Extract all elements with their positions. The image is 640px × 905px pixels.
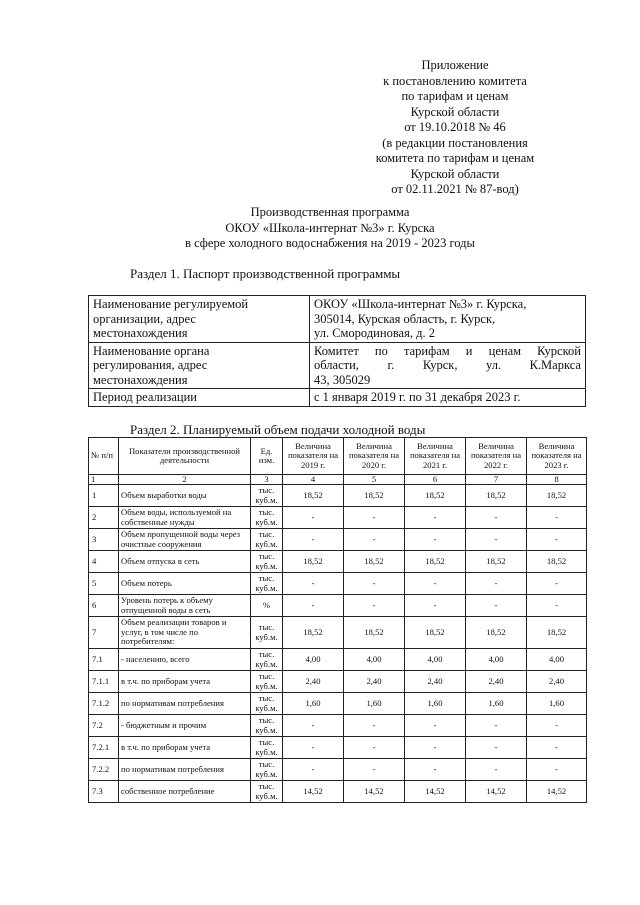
row-unit: тыс. куб.м. <box>251 715 283 737</box>
table-row <box>89 649 587 671</box>
row-value: - <box>466 737 527 759</box>
row-number: 7.1.2 <box>89 693 119 715</box>
row-value: 18,52 <box>405 485 466 507</box>
row-unit: тыс. куб.м. <box>251 737 283 759</box>
row-value: - <box>344 507 405 529</box>
volume-table-body <box>89 485 587 803</box>
row-indicator: в т.ч. по приборам учета <box>119 671 251 693</box>
row-unit: % <box>251 595 283 617</box>
row-value: - <box>344 595 405 617</box>
row-value: 2,40 <box>527 671 587 693</box>
table-row <box>89 529 587 551</box>
row-unit: тыс. куб.м. <box>251 507 283 529</box>
passport-label <box>89 389 310 407</box>
row-value: - <box>283 715 344 737</box>
row-value: - <box>405 759 466 781</box>
column-numbers-row <box>89 475 587 485</box>
passport-label-line: организации, адрес <box>93 311 196 326</box>
table-row <box>89 485 587 507</box>
passport-value-line: 43, 305029 <box>314 372 371 387</box>
row-number: 3 <box>89 529 119 551</box>
row-number: 7.3 <box>89 781 119 803</box>
column-number: 5 <box>344 475 405 485</box>
header-cell: Величина показателя на 2022 г. <box>466 438 527 475</box>
section1-heading: Раздел 1. Паспорт производственной программы <box>130 266 401 281</box>
passport-value <box>310 342 586 389</box>
program-title-line: ОКОУ «Школа-интернат №3» г. Курска <box>225 220 435 235</box>
header-cell: Величина показателя на 2021 г. <box>405 438 466 475</box>
row-unit: тыс. куб.м. <box>251 759 283 781</box>
row-value: 4,00 <box>466 649 527 671</box>
column-number: 4 <box>283 475 344 485</box>
table-row <box>89 693 587 715</box>
row-number: 7 <box>89 617 119 649</box>
row-value: - <box>466 595 527 617</box>
row-value: 14,52 <box>466 781 527 803</box>
row-value: - <box>405 529 466 551</box>
passport-label <box>89 342 310 389</box>
passport-label-line: местонахождения <box>93 326 188 340</box>
table-row <box>89 737 587 759</box>
row-number: 4 <box>89 551 119 573</box>
header-cell: Величина показателя на 2019 г. <box>283 438 344 475</box>
passport-value <box>310 296 586 343</box>
row-number: 2 <box>89 507 119 529</box>
row-value: - <box>527 759 587 781</box>
row-unit: тыс. куб.м. <box>251 573 283 595</box>
row-number: 7.2 <box>89 715 119 737</box>
row-number: 5 <box>89 573 119 595</box>
program-title <box>120 205 540 252</box>
appendix-line: Приложение <box>421 58 489 72</box>
row-indicator: собственное потребление <box>119 781 251 803</box>
row-value: 4,00 <box>283 649 344 671</box>
header-cell: Показатели производственной деятельности <box>119 438 251 475</box>
row-number: 7.1 <box>89 649 119 671</box>
appendix-line: к постановлению комитета <box>383 73 527 88</box>
row-indicator: Объем реализации товаров и услуг, в том числе по потребителям: <box>119 617 251 649</box>
passport-row-regulator <box>89 342 586 389</box>
header-cell: Ед. изм. <box>251 438 283 475</box>
row-value: - <box>466 573 527 595</box>
row-value: 14,52 <box>405 781 466 803</box>
row-value: - <box>344 529 405 551</box>
passport-row-period <box>89 389 586 407</box>
row-indicator: - населению, всего <box>119 649 251 671</box>
appendix-line: от 02.11.2021 № 87-вод) <box>391 182 519 196</box>
volume-table-header <box>89 438 587 475</box>
row-value: 18,52 <box>405 617 466 649</box>
row-value: - <box>405 595 466 617</box>
row-number: 7.2.1 <box>89 737 119 759</box>
row-value: 18,52 <box>466 551 527 573</box>
row-value: 18,52 <box>527 485 587 507</box>
row-value: 4,00 <box>344 649 405 671</box>
passport-value-line: с 1 января 2019 г. по 31 декабря 2023 г. <box>314 390 521 404</box>
row-value: 18,52 <box>283 551 344 573</box>
row-value: - <box>466 529 527 551</box>
appendix-line: по тарифам и ценам <box>401 89 509 103</box>
column-number: 8 <box>527 475 587 485</box>
table-row <box>89 781 587 803</box>
row-value: - <box>527 737 587 759</box>
row-indicator: Объем пропущенной воды через очистные сооружения <box>119 529 251 551</box>
row-indicator: Объем отпуска в сеть <box>119 551 251 573</box>
table-row <box>89 551 587 573</box>
row-value: - <box>405 507 466 529</box>
header-cell: Величина показателя на 2020 г. <box>344 438 405 475</box>
row-value: - <box>344 759 405 781</box>
row-indicator: по нормативам потребления <box>119 759 251 781</box>
row-indicator: Уровень потерь к объему отпущенной воды в сеть <box>119 595 251 617</box>
row-value: 2,40 <box>344 671 405 693</box>
row-indicator: Объем выработки воды <box>119 485 251 507</box>
row-value: 14,52 <box>344 781 405 803</box>
passport-value <box>310 389 586 407</box>
row-unit: тыс. куб.м. <box>251 485 283 507</box>
row-value: 2,40 <box>405 671 466 693</box>
column-number: 1 <box>89 475 119 485</box>
row-value: 18,52 <box>344 617 405 649</box>
passport-value-line: ул. Смородиновая, д. 2 <box>314 326 435 340</box>
row-value: 1,60 <box>527 693 587 715</box>
row-value: 1,60 <box>466 693 527 715</box>
row-value: 4,00 <box>527 649 587 671</box>
row-indicator: в т.ч. по приборам учета <box>119 737 251 759</box>
row-indicator: Объем воды, используемой на собственные нужды <box>119 507 251 529</box>
table-row <box>89 617 587 649</box>
row-value: 4,00 <box>405 649 466 671</box>
row-value: - <box>466 759 527 781</box>
row-value: - <box>405 737 466 759</box>
appendix-line: (в редакции постановления <box>382 135 528 150</box>
row-number: 6 <box>89 595 119 617</box>
row-value: 1,60 <box>405 693 466 715</box>
row-value: 18,52 <box>466 617 527 649</box>
row-value: - <box>283 595 344 617</box>
row-value: 18,52 <box>527 551 587 573</box>
row-value: 18,52 <box>527 617 587 649</box>
passport-label-line: регулирования, адрес <box>93 358 208 372</box>
passport-value-line: ОКОУ «Школа-интернат №3» г. Курска, <box>314 297 527 311</box>
row-value: - <box>527 715 587 737</box>
row-value: - <box>527 529 587 551</box>
header-cell: Величина показателя на 2023 г. <box>527 438 587 475</box>
row-value: - <box>344 715 405 737</box>
appendix-line: комитета по тарифам и ценам <box>375 151 535 165</box>
row-value: 18,52 <box>344 485 405 507</box>
volume-table <box>88 437 587 803</box>
row-value: 14,52 <box>527 781 587 803</box>
appendix-block <box>330 58 580 198</box>
row-number: 1 <box>89 485 119 507</box>
row-value: 14,52 <box>283 781 344 803</box>
row-value: 18,52 <box>283 617 344 649</box>
row-value: 18,52 <box>283 485 344 507</box>
row-value: - <box>283 573 344 595</box>
section2-heading: Раздел 2. Планируемый объем подачи холодной воды <box>130 422 426 437</box>
row-indicator: по нормативам потребления <box>119 693 251 715</box>
row-unit: тыс. куб.м. <box>251 617 283 649</box>
appendix-line: Курской области <box>410 104 500 119</box>
table-row <box>89 595 587 617</box>
row-value: 18,52 <box>405 551 466 573</box>
row-value: - <box>283 507 344 529</box>
appendix-line: Курской области <box>410 166 500 181</box>
table-row <box>89 715 587 737</box>
row-value: - <box>283 759 344 781</box>
row-unit: тыс. куб.м. <box>251 693 283 715</box>
row-value: 1,60 <box>344 693 405 715</box>
row-unit: тыс. куб.м. <box>251 551 283 573</box>
table-row <box>89 507 587 529</box>
row-value: - <box>283 529 344 551</box>
row-value: - <box>466 507 527 529</box>
row-value: 18,52 <box>344 551 405 573</box>
row-unit: тыс. куб.м. <box>251 781 283 803</box>
column-number: 3 <box>251 475 283 485</box>
row-value: - <box>344 737 405 759</box>
row-number: 7.2.2 <box>89 759 119 781</box>
row-value: - <box>405 715 466 737</box>
passport-label-line: Наименование регулируемой <box>93 297 249 311</box>
passport-table <box>88 295 586 407</box>
program-title-line: в сфере холодного водоснабжения на 2019 - 2023 годы <box>185 236 475 250</box>
column-number: 7 <box>466 475 527 485</box>
row-unit: тыс. куб.м. <box>251 529 283 551</box>
row-indicator: - бюджетным и прочим <box>119 715 251 737</box>
header-cell: № п/п <box>89 438 119 475</box>
table-row <box>89 759 587 781</box>
appendix-line: от 19.10.2018 № 46 <box>404 120 506 134</box>
row-value: - <box>527 573 587 595</box>
passport-label-line: местонахождения <box>93 372 188 387</box>
passport-value-line: 305014, Курская область, г. Курск, <box>314 311 496 326</box>
row-value: - <box>344 573 405 595</box>
row-value: 1,60 <box>283 693 344 715</box>
row-number: 7.1.1 <box>89 671 119 693</box>
passport-label-line: Наименование органа <box>93 343 210 358</box>
passport-value-line: Комитет по тарифам и ценам Курской <box>314 343 581 358</box>
row-unit: тыс. куб.м. <box>251 671 283 693</box>
row-value: 18,52 <box>466 485 527 507</box>
passport-value-line: области, г. Курск, ул. К.Маркса <box>314 358 581 372</box>
row-value: 2,40 <box>283 671 344 693</box>
row-value: - <box>283 737 344 759</box>
passport-label-line: Период реализации <box>93 390 197 404</box>
passport-row-organization <box>89 296 586 343</box>
row-value: - <box>405 573 466 595</box>
table-row <box>89 671 587 693</box>
row-value: - <box>527 507 587 529</box>
passport-label <box>89 296 310 343</box>
program-title-line: Производственная программа <box>250 205 410 219</box>
column-number: 6 <box>405 475 466 485</box>
table-row <box>89 573 587 595</box>
column-number: 2 <box>119 475 251 485</box>
row-value: - <box>466 715 527 737</box>
row-unit: тыс. куб.м. <box>251 649 283 671</box>
row-value: 2,40 <box>466 671 527 693</box>
row-value: - <box>527 595 587 617</box>
row-indicator: Объем потерь <box>119 573 251 595</box>
